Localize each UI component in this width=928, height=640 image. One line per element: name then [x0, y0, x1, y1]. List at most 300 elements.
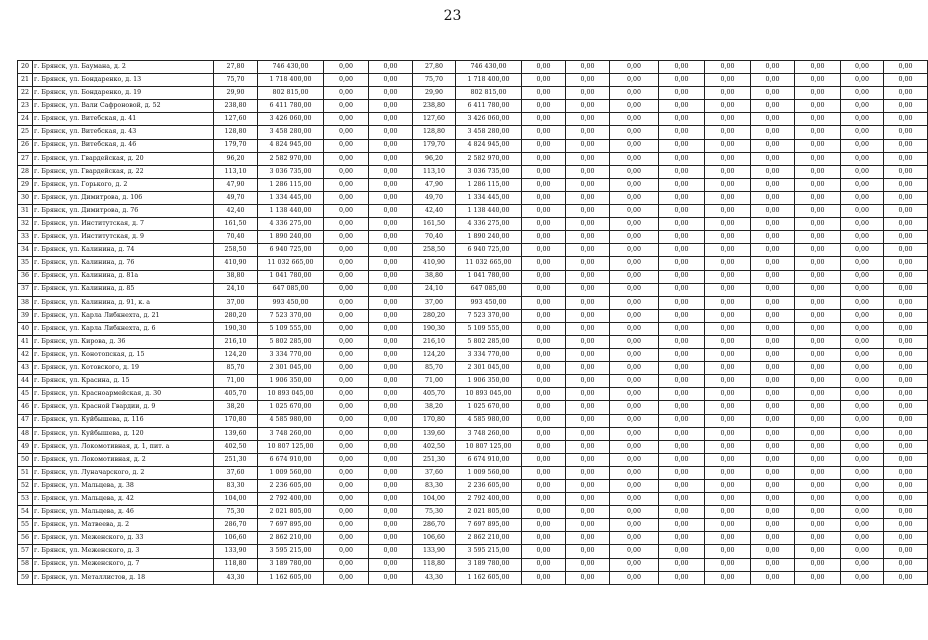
value-cell: 0,00: [610, 414, 659, 427]
value-cell: 0,00: [369, 231, 413, 244]
value-cell: 0,00: [369, 362, 413, 375]
value-cell: 0,00: [610, 480, 659, 493]
value-cell: 0,00: [884, 178, 928, 191]
value-cell: 0,00: [566, 519, 610, 532]
value-cell: 0,00: [659, 349, 705, 362]
address-cell: г. Брянск, ул. Калинина, д. 74: [33, 244, 214, 257]
value-cell: 0,00: [659, 532, 705, 545]
value-cell: 0,00: [566, 218, 610, 231]
table-row: [18, 440, 928, 453]
value-cell: 0,00: [566, 558, 610, 571]
amount-cell: 3 595 215,00: [258, 545, 324, 558]
amount-cell: 5 109 555,00: [456, 322, 522, 335]
value-cell: 0,00: [659, 453, 705, 466]
table-row: [18, 532, 928, 545]
value-cell: 0,00: [751, 191, 795, 204]
amount-cell: 2 301 045,00: [258, 362, 324, 375]
area-cell: 75,70: [214, 74, 258, 87]
value-cell: 0,00: [841, 270, 884, 283]
value-cell: 0,00: [705, 401, 751, 414]
value-cell: 0,00: [751, 231, 795, 244]
value-cell: 0,00: [795, 401, 841, 414]
value-cell: 0,00: [522, 100, 566, 113]
value-cell: 0,00: [369, 270, 413, 283]
value-cell: 0,00: [884, 414, 928, 427]
value-cell: 0,00: [751, 283, 795, 296]
table-row: [18, 466, 928, 479]
value-cell: 0,00: [369, 283, 413, 296]
value-cell: 0,00: [659, 414, 705, 427]
value-cell: 0,00: [841, 362, 884, 375]
value-cell: 0,00: [705, 532, 751, 545]
address-cell: г. Брянск, ул. Бондаренко, д. 13: [33, 74, 214, 87]
value-cell: 0,00: [610, 322, 659, 335]
value-cell: 0,00: [566, 244, 610, 257]
value-cell: 0,00: [610, 100, 659, 113]
value-cell: 0,00: [566, 257, 610, 270]
value-cell: 0,00: [522, 244, 566, 257]
value-cell: 0,00: [566, 113, 610, 126]
value-cell: 0,00: [566, 322, 610, 335]
value-cell: 0,00: [324, 191, 369, 204]
value-cell: 0,00: [884, 244, 928, 257]
value-cell: 0,00: [841, 453, 884, 466]
table-row: [18, 113, 928, 126]
row-number-cell: 56: [18, 532, 33, 545]
row-number-cell: 47: [18, 414, 33, 427]
value-cell: 0,00: [795, 453, 841, 466]
amount-cell: 10 807 125,00: [258, 440, 324, 453]
value-cell: 0,00: [522, 113, 566, 126]
value-cell: 0,00: [884, 466, 928, 479]
value-cell: 0,00: [841, 231, 884, 244]
area-cell: 124,20: [214, 349, 258, 362]
area-cell: 128,80: [214, 126, 258, 139]
value-cell: 0,00: [751, 349, 795, 362]
row-number-cell: 43: [18, 362, 33, 375]
table-row: [18, 257, 928, 270]
data-table: [17, 60, 928, 585]
row-number-cell: 33: [18, 231, 33, 244]
table-row: [18, 87, 928, 100]
value-cell: 0,00: [369, 571, 413, 584]
value-cell: 0,00: [884, 375, 928, 388]
value-cell: 0,00: [566, 231, 610, 244]
area-cell: 238,80: [214, 100, 258, 113]
amount-cell: 3 748 260,00: [456, 427, 522, 440]
value-cell: 0,00: [795, 571, 841, 584]
value-cell: 0,00: [841, 414, 884, 427]
value-cell: 0,00: [705, 427, 751, 440]
value-cell: 0,00: [841, 205, 884, 218]
value-cell: 0,00: [705, 191, 751, 204]
value-cell: 0,00: [324, 322, 369, 335]
amount-cell: 1 162 605,00: [456, 571, 522, 584]
value-cell: 0,00: [795, 244, 841, 257]
value-cell: 0,00: [705, 218, 751, 231]
value-cell: 0,00: [884, 165, 928, 178]
value-cell: 0,00: [610, 113, 659, 126]
value-cell: 0,00: [884, 283, 928, 296]
value-cell: 0,00: [841, 126, 884, 139]
value-cell: 0,00: [610, 388, 659, 401]
table-row: [18, 480, 928, 493]
value-cell: 0,00: [705, 309, 751, 322]
amount-cell: 2 021 805,00: [456, 506, 522, 519]
row-number-cell: 44: [18, 375, 33, 388]
value-cell: 0,00: [884, 545, 928, 558]
amount-cell: 1 025 670,00: [456, 401, 522, 414]
value-cell: 0,00: [751, 493, 795, 506]
row-number-cell: 42: [18, 349, 33, 362]
table-row: [18, 126, 928, 139]
value-cell: 0,00: [884, 205, 928, 218]
value-cell: 0,00: [705, 74, 751, 87]
row-number-cell: 32: [18, 218, 33, 231]
value-cell: 0,00: [884, 113, 928, 126]
area-cell: 133,90: [413, 545, 456, 558]
value-cell: 0,00: [610, 532, 659, 545]
value-cell: 0,00: [659, 362, 705, 375]
value-cell: 0,00: [324, 296, 369, 309]
row-number-cell: 59: [18, 571, 33, 584]
value-cell: 0,00: [610, 309, 659, 322]
value-cell: 0,00: [610, 362, 659, 375]
area-cell: 139,60: [214, 427, 258, 440]
amount-cell: 1 009 560,00: [258, 466, 324, 479]
address-cell: г. Брянск, ул. Институтская, д. 7: [33, 218, 214, 231]
value-cell: 0,00: [751, 375, 795, 388]
value-cell: 0,00: [659, 427, 705, 440]
value-cell: 0,00: [522, 545, 566, 558]
area-cell: 128,80: [413, 126, 456, 139]
table-row: [18, 558, 928, 571]
address-cell: г. Брянск, ул. Калинина, д. 76: [33, 257, 214, 270]
address-cell: г. Брянск, ул. Локомотивная, д. 2: [33, 453, 214, 466]
address-cell: г. Брянск, ул. Калинина, д. 85: [33, 283, 214, 296]
value-cell: 0,00: [705, 139, 751, 152]
value-cell: 0,00: [610, 519, 659, 532]
value-cell: 0,00: [884, 231, 928, 244]
row-number-cell: 38: [18, 296, 33, 309]
value-cell: 0,00: [522, 349, 566, 362]
amount-cell: 1 906 350,00: [456, 375, 522, 388]
value-cell: 0,00: [522, 493, 566, 506]
value-cell: 0,00: [522, 362, 566, 375]
value-cell: 0,00: [841, 440, 884, 453]
table-row: [18, 427, 928, 440]
area-cell: 38,80: [214, 270, 258, 283]
table-row: [18, 270, 928, 283]
value-cell: 0,00: [324, 427, 369, 440]
amount-cell: 4 585 980,00: [456, 414, 522, 427]
value-cell: 0,00: [369, 558, 413, 571]
table-row: [18, 231, 928, 244]
table-row: [18, 414, 928, 427]
value-cell: 0,00: [841, 152, 884, 165]
value-cell: 0,00: [795, 506, 841, 519]
value-cell: 0,00: [610, 205, 659, 218]
value-cell: 0,00: [751, 296, 795, 309]
value-cell: 0,00: [884, 309, 928, 322]
value-cell: 0,00: [566, 335, 610, 348]
table-row: [18, 545, 928, 558]
area-cell: 104,00: [214, 493, 258, 506]
amount-cell: 746 430,00: [456, 61, 522, 74]
address-cell: г. Брянск, ул. Димитрова, д. 106: [33, 191, 214, 204]
value-cell: 0,00: [522, 388, 566, 401]
amount-cell: 7 697 895,00: [258, 519, 324, 532]
area-cell: 106,60: [413, 532, 456, 545]
row-number-cell: 48: [18, 427, 33, 440]
value-cell: 0,00: [841, 296, 884, 309]
value-cell: 0,00: [659, 322, 705, 335]
value-cell: 0,00: [659, 388, 705, 401]
value-cell: 0,00: [841, 218, 884, 231]
value-cell: 0,00: [795, 375, 841, 388]
value-cell: 0,00: [705, 571, 751, 584]
value-cell: 0,00: [795, 414, 841, 427]
amount-cell: 5 802 285,00: [456, 335, 522, 348]
amount-cell: 1 138 440,00: [258, 205, 324, 218]
address-cell: г. Брянск, ул. Карла Либкнехта, д. 21: [33, 309, 214, 322]
value-cell: 0,00: [369, 113, 413, 126]
value-cell: 0,00: [522, 322, 566, 335]
value-cell: 0,00: [369, 414, 413, 427]
amount-cell: 3 334 770,00: [258, 349, 324, 362]
value-cell: 0,00: [369, 191, 413, 204]
value-cell: 0,00: [659, 335, 705, 348]
value-cell: 0,00: [795, 466, 841, 479]
value-cell: 0,00: [522, 571, 566, 584]
area-cell: 133,90: [214, 545, 258, 558]
value-cell: 0,00: [705, 466, 751, 479]
value-cell: 0,00: [610, 571, 659, 584]
value-cell: 0,00: [841, 178, 884, 191]
value-cell: 0,00: [610, 453, 659, 466]
area-cell: 38,20: [214, 401, 258, 414]
value-cell: 0,00: [566, 309, 610, 322]
amount-cell: 5 109 555,00: [258, 322, 324, 335]
value-cell: 0,00: [610, 74, 659, 87]
value-cell: 0,00: [659, 244, 705, 257]
value-cell: 0,00: [751, 218, 795, 231]
area-cell: 37,60: [413, 466, 456, 479]
row-number-cell: 22: [18, 87, 33, 100]
value-cell: 0,00: [522, 453, 566, 466]
value-cell: 0,00: [324, 401, 369, 414]
value-cell: 0,00: [324, 466, 369, 479]
amount-cell: 2 582 970,00: [456, 152, 522, 165]
amount-cell: 5 802 285,00: [258, 335, 324, 348]
area-cell: 118,80: [413, 558, 456, 571]
value-cell: 0,00: [324, 231, 369, 244]
row-number-cell: 36: [18, 270, 33, 283]
address-cell: г. Брянск, ул. Димитрова, д. 76: [33, 205, 214, 218]
address-cell: г. Брянск, ул. Мальцева, д. 46: [33, 506, 214, 519]
value-cell: 0,00: [751, 414, 795, 427]
value-cell: 0,00: [841, 545, 884, 558]
value-cell: 0,00: [705, 375, 751, 388]
value-cell: 0,00: [659, 466, 705, 479]
row-number-cell: 54: [18, 506, 33, 519]
value-cell: 0,00: [884, 152, 928, 165]
value-cell: 0,00: [751, 178, 795, 191]
value-cell: 0,00: [659, 558, 705, 571]
value-cell: 0,00: [659, 506, 705, 519]
amount-cell: 1 041 780,00: [258, 270, 324, 283]
table-row: [18, 453, 928, 466]
value-cell: 0,00: [659, 519, 705, 532]
value-cell: 0,00: [522, 335, 566, 348]
value-cell: 0,00: [795, 335, 841, 348]
value-cell: 0,00: [566, 493, 610, 506]
area-cell: 24,10: [214, 283, 258, 296]
value-cell: 0,00: [610, 61, 659, 74]
address-cell: г. Брянск, ул. Куйбышева, д. 116: [33, 414, 214, 427]
value-cell: 0,00: [705, 178, 751, 191]
address-cell: г. Брянск, ул. Красноармейская, д. 30: [33, 388, 214, 401]
area-cell: 113,10: [413, 165, 456, 178]
value-cell: 0,00: [324, 178, 369, 191]
value-cell: 0,00: [610, 152, 659, 165]
value-cell: 0,00: [369, 349, 413, 362]
value-cell: 0,00: [705, 231, 751, 244]
value-cell: 0,00: [324, 349, 369, 362]
amount-cell: 3 189 780,00: [258, 558, 324, 571]
value-cell: 0,00: [522, 466, 566, 479]
value-cell: 0,00: [841, 113, 884, 126]
value-cell: 0,00: [841, 466, 884, 479]
area-cell: 161,50: [214, 218, 258, 231]
amount-cell: 1 334 445,00: [258, 191, 324, 204]
value-cell: 0,00: [884, 296, 928, 309]
amount-cell: 993 450,00: [258, 296, 324, 309]
area-cell: 49,70: [214, 191, 258, 204]
value-cell: 0,00: [705, 480, 751, 493]
value-cell: 0,00: [705, 453, 751, 466]
amount-cell: 4 824 945,00: [258, 139, 324, 152]
value-cell: 0,00: [324, 270, 369, 283]
value-cell: 0,00: [659, 375, 705, 388]
value-cell: 0,00: [566, 296, 610, 309]
value-cell: 0,00: [324, 440, 369, 453]
value-cell: 0,00: [522, 61, 566, 74]
row-number-cell: 26: [18, 139, 33, 152]
value-cell: 0,00: [841, 375, 884, 388]
value-cell: 0,00: [659, 113, 705, 126]
area-cell: 402,50: [214, 440, 258, 453]
value-cell: 0,00: [795, 139, 841, 152]
amount-cell: 1 718 400,00: [456, 74, 522, 87]
value-cell: 0,00: [751, 401, 795, 414]
value-cell: 0,00: [705, 322, 751, 335]
row-number-cell: 29: [18, 178, 33, 191]
value-cell: 0,00: [751, 362, 795, 375]
row-number-cell: 52: [18, 480, 33, 493]
address-cell: г. Брянск, ул. Луначарского, д. 2: [33, 466, 214, 479]
value-cell: 0,00: [659, 100, 705, 113]
value-cell: 0,00: [659, 545, 705, 558]
area-cell: 75,30: [413, 506, 456, 519]
value-cell: 0,00: [522, 375, 566, 388]
amount-cell: 3 426 060,00: [258, 113, 324, 126]
address-cell: г. Брянск, ул. Карла Либкнехта, д. 6: [33, 322, 214, 335]
value-cell: 0,00: [610, 126, 659, 139]
address-cell: г. Брянск, ул. Бондаренко, д. 19: [33, 87, 214, 100]
value-cell: 0,00: [369, 61, 413, 74]
area-cell: 179,70: [413, 139, 456, 152]
value-cell: 0,00: [522, 270, 566, 283]
value-cell: 0,00: [705, 87, 751, 100]
value-cell: 0,00: [324, 309, 369, 322]
address-cell: г. Брянск, ул. Гвардейская, д. 20: [33, 152, 214, 165]
value-cell: 0,00: [841, 191, 884, 204]
value-cell: 0,00: [610, 218, 659, 231]
table-row: [18, 335, 928, 348]
row-number-cell: 46: [18, 401, 33, 414]
value-cell: 0,00: [841, 283, 884, 296]
area-cell: 49,70: [413, 191, 456, 204]
value-cell: 0,00: [659, 191, 705, 204]
value-cell: 0,00: [795, 480, 841, 493]
table-row: [18, 100, 928, 113]
value-cell: 0,00: [795, 205, 841, 218]
value-cell: 0,00: [659, 480, 705, 493]
area-cell: 402,50: [413, 440, 456, 453]
address-cell: г. Брянск, ул. Матвеева, д. 2: [33, 519, 214, 532]
value-cell: 0,00: [705, 165, 751, 178]
amount-cell: 11 032 665,00: [456, 257, 522, 270]
area-cell: 405,70: [413, 388, 456, 401]
value-cell: 0,00: [522, 231, 566, 244]
area-cell: 190,30: [413, 322, 456, 335]
row-number-cell: 57: [18, 545, 33, 558]
value-cell: 0,00: [324, 480, 369, 493]
value-cell: 0,00: [841, 506, 884, 519]
value-cell: 0,00: [884, 506, 928, 519]
value-cell: 0,00: [610, 231, 659, 244]
table-row: [18, 165, 928, 178]
value-cell: 0,00: [369, 244, 413, 257]
value-cell: 0,00: [324, 375, 369, 388]
value-cell: 0,00: [795, 388, 841, 401]
value-cell: 0,00: [795, 440, 841, 453]
value-cell: 0,00: [369, 427, 413, 440]
value-cell: 0,00: [795, 165, 841, 178]
row-number-cell: 49: [18, 440, 33, 453]
value-cell: 0,00: [324, 506, 369, 519]
amount-cell: 647 085,00: [258, 283, 324, 296]
row-number-cell: 55: [18, 519, 33, 532]
area-cell: 405,70: [214, 388, 258, 401]
value-cell: 0,00: [751, 545, 795, 558]
table-row: [18, 375, 928, 388]
row-number-cell: 31: [18, 205, 33, 218]
value-cell: 0,00: [610, 87, 659, 100]
area-cell: 70,40: [413, 231, 456, 244]
amount-cell: 993 450,00: [456, 296, 522, 309]
value-cell: 0,00: [705, 414, 751, 427]
area-cell: 280,20: [413, 309, 456, 322]
row-number-cell: 45: [18, 388, 33, 401]
value-cell: 0,00: [705, 545, 751, 558]
value-cell: 0,00: [566, 126, 610, 139]
value-cell: 0,00: [522, 427, 566, 440]
value-cell: 0,00: [324, 493, 369, 506]
value-cell: 0,00: [884, 480, 928, 493]
value-cell: 0,00: [659, 126, 705, 139]
